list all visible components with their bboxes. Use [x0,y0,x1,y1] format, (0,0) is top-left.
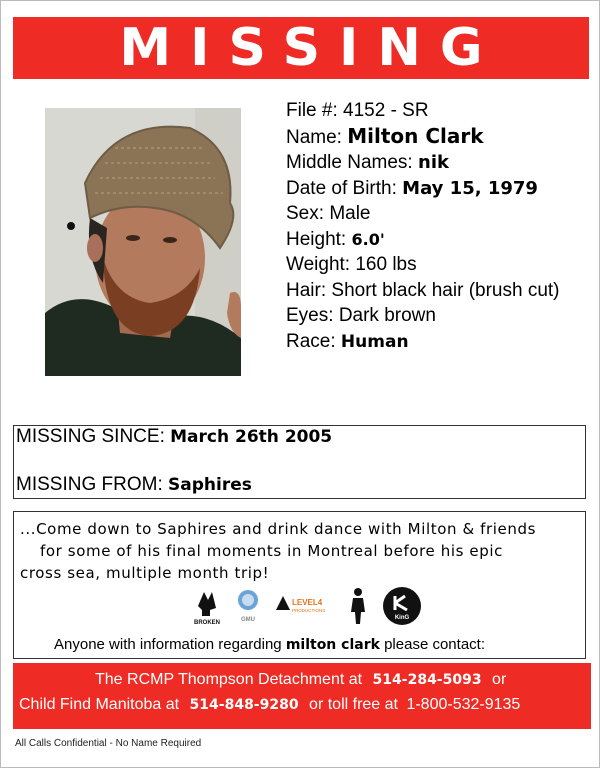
gmu-logo-text: GMU [241,617,255,623]
level4-logo-subtext: PRODUCTIONS [292,608,326,613]
portrait-image [45,108,241,376]
eyes-label: Eyes: [286,305,334,326]
missing-since-value: March 26th 2005 [170,427,333,447]
file-number-row [286,98,591,124]
weight-label: Weight: [286,254,351,275]
rcmp-or: or [492,671,507,688]
banner-title: MISSING [119,18,502,78]
king-logo-text: KinG [394,615,410,621]
level4-logo-text: LEVEL4 [292,598,323,607]
message-text [20,518,585,584]
contact-box [13,663,591,729]
weight-value: 160 lbs [355,254,417,275]
rcmp-phone[interactable]: 514-284-5093 [372,672,482,688]
message-line-2: for some of his final moments in Montreal before his epic [40,542,503,560]
sex-value: Male [329,203,371,224]
message-line-3: cross sea, multiple month trip! [20,564,270,582]
tollfree-text: or toll free at [309,696,398,713]
name-row [286,124,591,151]
person-details [286,98,591,355]
hair-label: Hair: [286,279,327,301]
childfind-text: Child Find Manitoba at [19,696,180,713]
sex-label: Sex: [286,203,325,224]
broken-logo-icon [194,586,220,626]
missing-banner [13,17,589,79]
height-value: 6.0' [351,229,385,249]
contact-line [54,636,485,653]
eyes-row [286,303,591,329]
middle-value: nik [418,152,449,173]
contact-name: milton clark [285,637,380,653]
height-label: Height: [286,228,347,250]
rcmp-line [95,671,506,689]
message-line-1: ...Come down to Saphires and drink dance with Milton & friends [20,520,537,538]
missing-since-row [16,426,332,448]
missing-since-label: MISSING SINCE: [16,426,165,447]
dob-value: May 15, 1979 [402,177,538,199]
hair-value: Short black hair (brush cut) [331,279,560,301]
childfind-line [19,696,520,714]
middle-names-row [286,150,591,176]
hair-row [286,278,591,304]
race-row [286,329,591,356]
dob-row [286,176,591,202]
weight-row [286,252,591,278]
broken-logo-text: BROKEN [194,620,220,626]
footer-note: All Calls Confidential - No Name Required [15,738,202,749]
missing-from-row [16,474,252,496]
contact-suffix: please contact: [384,636,485,653]
person-photo [45,108,241,376]
rcmp-text: The RCMP Thompson Detachment at [95,671,363,688]
eyes-value: Dark brown [338,305,436,326]
race-label: Race: [286,330,336,352]
level4-logo-icon [274,586,334,626]
tollfree-phone[interactable]: 1-800-532-9135 [406,696,521,713]
contact-prefix: Anyone with information regarding [54,636,282,653]
race-value: Human [340,331,409,352]
name-value: Milton Clark [347,123,484,148]
missing-from-value: Saphires [168,475,252,495]
name-label: Name: [286,126,342,148]
height-row [286,227,591,253]
sex-row [286,201,591,227]
file-label: File #: [286,100,338,121]
king-logo-icon [381,586,423,626]
figure-logo-icon [347,586,369,626]
sponsor-logos [189,586,434,628]
file-value: 4152 - SR [343,100,429,121]
gmu-logo-icon [234,586,262,626]
childfind-phone[interactable]: 514-848-9280 [189,697,299,713]
dob-label: Date of Birth: [286,177,397,199]
message-box [13,511,586,659]
missing-from-label: MISSING FROM: [16,474,163,495]
middle-label: Middle Names: [286,152,413,173]
missing-info-box [13,425,586,499]
